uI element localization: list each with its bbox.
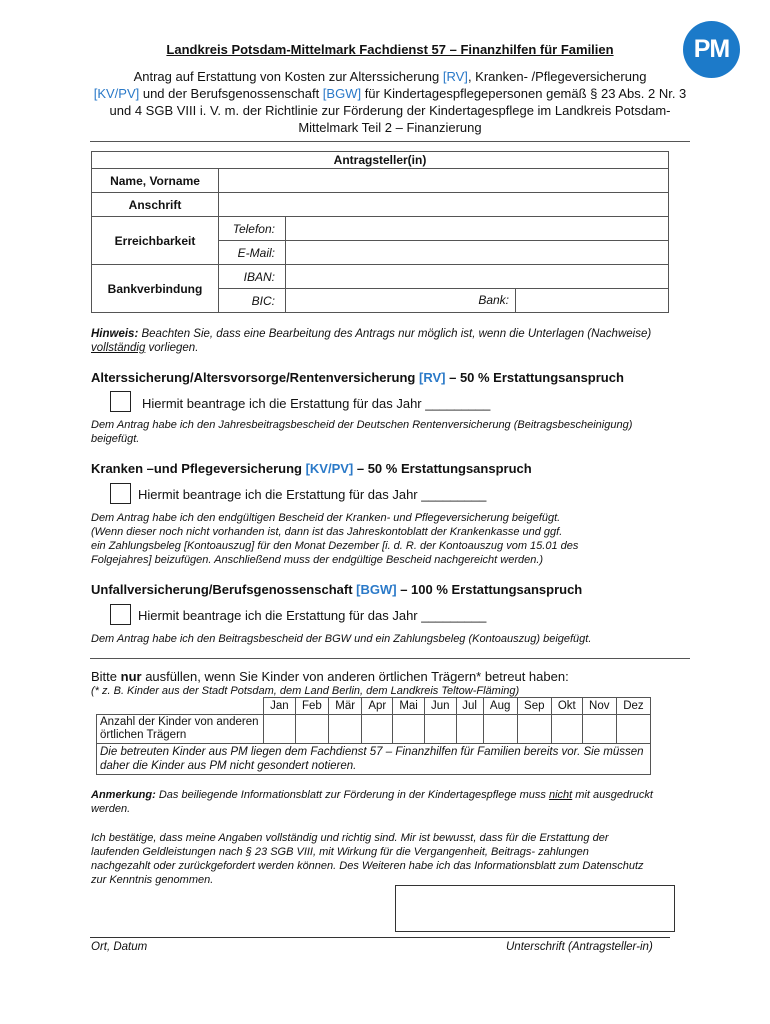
signature-line xyxy=(90,937,670,938)
phone-field[interactable] xyxy=(286,217,669,241)
rv-section-title: Alterssicherung/Altersvorsorge/Rentenversicherung [RV] – 50 % Erstattungsanspruch xyxy=(91,370,624,385)
address-label: Anschrift xyxy=(92,193,219,217)
bgw-checkbox[interactable] xyxy=(110,604,131,625)
rv-note: Dem Antrag habe ich den Jahresbeitragsbescheid der Deutschen Rentenversicherung (Beitragsbescheinigung) beigefügt. xyxy=(91,419,633,445)
bgw-note: Dem Antrag habe ich den Beitragsbescheid der BGW und ein Zahlungsbeleg (Kontoauszug) beigefügt. xyxy=(91,633,592,645)
month-header: Feb xyxy=(295,698,328,715)
divider xyxy=(90,658,690,659)
bank-name-label: Bank: xyxy=(478,293,509,307)
month-count-field[interactable] xyxy=(517,715,551,744)
children-intro: Bitte nur ausfüllen, wenn Sie Kinder von anderen örtlichen Trägern* betreut haben: xyxy=(91,669,569,684)
reach-label: Erreichbarkeit xyxy=(92,217,219,265)
month-count-field[interactable] xyxy=(616,715,650,744)
signature-box[interactable] xyxy=(395,885,675,932)
bic-field[interactable] xyxy=(286,289,516,313)
corner-cell xyxy=(97,698,264,715)
month-header: Dez xyxy=(616,698,650,715)
month-count-field[interactable] xyxy=(264,715,296,744)
applicant-heading: Antragsteller(in) xyxy=(92,152,669,169)
signature-label: Unterschrift (Antragsteller-in) xyxy=(506,941,653,953)
page-title: Landkreis Potsdam-Mittelmark Fachdienst 57 – Finanzhilfen für Familien xyxy=(166,42,614,57)
children-info: Die betreuten Kinder aus PM liegen dem Fachdienst 57 – Finanzhilfen für Familien bereits vor. Sie müssen daher die Kinder aus PM nicht gesondert notieren. xyxy=(97,744,651,775)
address-field[interactable] xyxy=(219,193,669,217)
bank-name-field[interactable] xyxy=(516,289,669,313)
hint-text: Hinweis: Beachten Sie, dass eine Bearbeitung des Antrags nur möglich ist, wenn die Unterlagen (Nachweise) vollständig vorliegen. xyxy=(91,328,652,354)
month-count-field[interactable] xyxy=(483,715,517,744)
bgw-checkbox-label: Hiermit beantrage ich die Erstattung für das Jahr _________ xyxy=(138,608,487,623)
month-count-field[interactable] xyxy=(456,715,483,744)
bank-label: Bankverbindung xyxy=(92,265,219,313)
applicant-table xyxy=(91,151,669,313)
month-count-field[interactable] xyxy=(582,715,616,744)
pm-logo: PM xyxy=(683,21,740,78)
month-header: Aug xyxy=(483,698,517,715)
month-header: Sep xyxy=(517,698,551,715)
rv-checkbox-label: Hiermit beantrage ich die Erstattung für das Jahr _________ xyxy=(142,396,491,411)
bic-label: BIC: xyxy=(219,289,286,313)
month-count-field[interactable] xyxy=(424,715,456,744)
iban-field[interactable] xyxy=(286,265,669,289)
rv-checkbox[interactable] xyxy=(110,391,131,412)
month-count-field[interactable] xyxy=(329,715,362,744)
confirmation-text: Ich bestätige, dass meine Angaben vollständig und richtig sind. Mir ist bewusst, dass für die Erstattung der laufenden Geldleistungen nach § 23 SGB VIII, mit Wirkung für die Vergangenheit, Beitrags- zahlungen nachgezahlt oder zurückgefordert werden können. Des Weiteren habe ich das Informationsblatt zum Datenschutz zur Kenntnis genommen. xyxy=(91,832,644,886)
children-table xyxy=(96,697,651,775)
month-header: Mai xyxy=(393,698,425,715)
name-label: Name, Vorname xyxy=(92,169,219,193)
month-header: Nov xyxy=(582,698,616,715)
remark-text: Anmerkung: Das beiliegende Informationsblatt zur Förderung in der Kindertagespflege muss nicht mit ausgedruckt werden. xyxy=(91,789,653,815)
email-field[interactable] xyxy=(286,241,669,265)
kvpv-note: Dem Antrag habe ich den endgültigen Bescheid der Kranken- und Pflegeversicherung beigefügt. (Wenn dieser noch nicht vorhanden ist, dann ist das Jahreskontoblatt der Krankenkasse und ggf. ein Zahlungsbeleg [Kontoauszug] für den Monat Dezember [i. d. R. der Kontoauszug vom 15.01 des Folgejahres] beizufügen. Anschließend muss der endgültige Bescheid nachgereicht werden.) xyxy=(91,512,579,566)
place-date-label: Ort, Datum xyxy=(91,941,148,953)
month-header: Mär xyxy=(329,698,362,715)
month-count-field[interactable] xyxy=(393,715,425,744)
kvpv-checkbox[interactable] xyxy=(110,483,131,504)
kvpv-section-title: Kranken –und Pflegeversicherung [KV/PV] – 50 % Erstattungsanspruch xyxy=(91,461,532,476)
month-count-field[interactable] xyxy=(551,715,582,744)
iban-label: IBAN: xyxy=(219,265,286,289)
kvpv-checkbox-label: Hiermit beantrage ich die Erstattung für das Jahr _________ xyxy=(138,487,487,502)
name-field[interactable] xyxy=(219,169,669,193)
intro-text: Antrag auf Erstattung von Kosten zur Alterssicherung [RV], Kranken- /Pflegeversicherung [KV/PV] und der Berufsgenossenschaft [BGW] für Kindertagespflegepersonen gemäß § 23 Abs. 2 Nr. 3 und 4 SGB VIII i. V. m. der Richtlinie zur Förderung der Kindertagespflege im Landkreis Potsdam-Mittelmark Teil 2 – Finanzierung xyxy=(93,69,687,135)
month-header: Jul xyxy=(456,698,483,715)
divider xyxy=(90,141,690,142)
month-header: Apr xyxy=(362,698,393,715)
children-footnote: (* z. B. Kinder aus der Stadt Potsdam, dem Land Berlin, dem Landkreis Teltow-Fläming) xyxy=(91,685,520,697)
email-label: E-Mail: xyxy=(219,241,286,265)
month-count-field[interactable] xyxy=(362,715,393,744)
bgw-section-title: Unfallversicherung/Berufsgenossenschaft [BGW] – 100 % Erstattungsanspruch xyxy=(91,582,583,597)
month-header: Jun xyxy=(424,698,456,715)
phone-label: Telefon: xyxy=(219,217,286,241)
month-header: Jan xyxy=(264,698,296,715)
children-count-label: Anzahl der Kinder von anderen örtlichen Trägern xyxy=(97,715,264,744)
month-count-field[interactable] xyxy=(295,715,328,744)
month-header: Okt xyxy=(551,698,582,715)
